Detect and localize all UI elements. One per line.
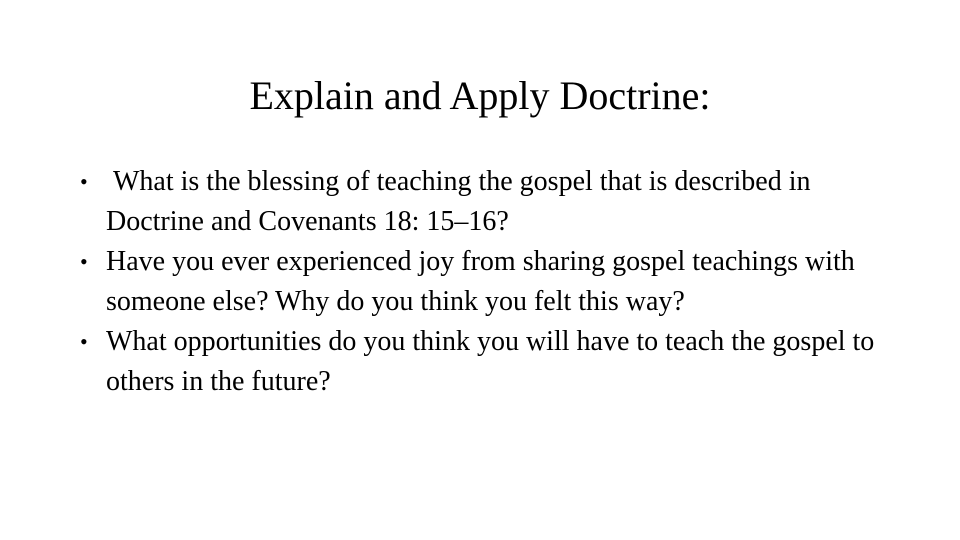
bullet-text: What is the blessing of teaching the gospel that is described in Doctrine and Covenants 18: 15–16?: [106, 166, 818, 237]
bullet-item: [74, 242, 894, 322]
bullet-text: Have you ever experienced joy from sharing gospel teachings with someone else? Why do you think you felt this way?: [106, 246, 855, 317]
bullet-item: [74, 162, 894, 242]
slide-title: Explain and Apply Doctrine:: [249, 73, 711, 118]
bullet-text: What opportunities do you think you will have to teach the gospel to others in the future?: [106, 326, 875, 397]
bullet-item: [74, 322, 894, 402]
bullet-icon: •: [80, 329, 88, 354]
bullet-list: [74, 162, 894, 402]
bullet-icon: •: [80, 169, 88, 194]
bullet-icon: •: [80, 249, 88, 274]
